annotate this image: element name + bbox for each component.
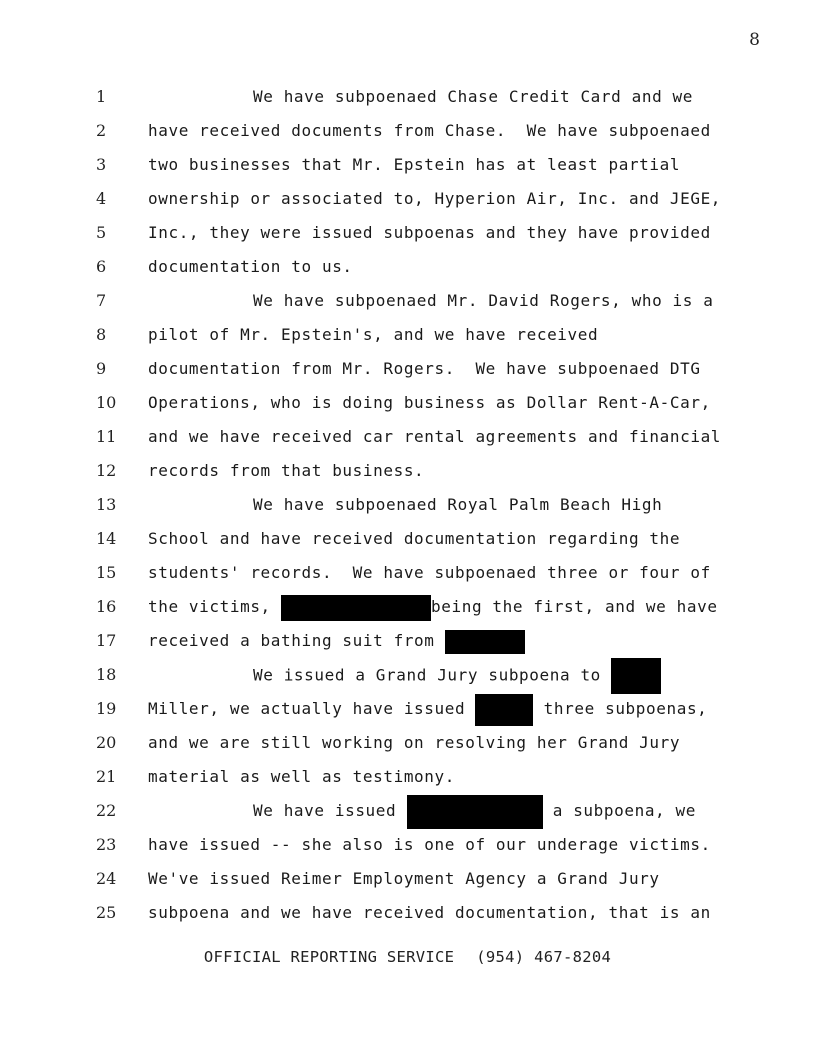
transcript-line bbox=[0, 590, 815, 624]
transcript-line bbox=[0, 250, 815, 284]
line-number: 20 bbox=[96, 733, 117, 752]
transcript-line bbox=[0, 522, 815, 556]
redaction-box bbox=[611, 658, 661, 694]
redaction-box bbox=[445, 630, 525, 654]
line-number: 7 bbox=[96, 291, 107, 310]
line-text bbox=[148, 692, 707, 726]
transcript-line bbox=[0, 352, 815, 386]
line-number: 6 bbox=[96, 257, 107, 276]
line-number: 13 bbox=[96, 495, 117, 514]
line-text: two businesses that Mr. Epstein has at least partial bbox=[148, 155, 681, 174]
line-number: 11 bbox=[96, 427, 117, 446]
line-number: 19 bbox=[96, 699, 117, 718]
transcript-line bbox=[0, 624, 815, 658]
redaction-box bbox=[475, 694, 533, 726]
transcript-line bbox=[0, 284, 815, 318]
line-text: subpoena and we have received documentation, that is an bbox=[148, 903, 711, 922]
line-text: documentation from Mr. Rogers. We have subpoenaed DTG bbox=[148, 359, 701, 378]
transcript-line bbox=[0, 692, 815, 726]
transcript-line bbox=[0, 386, 815, 420]
footer-phone: (954) 467-8204 bbox=[476, 948, 612, 966]
transcript-line bbox=[0, 760, 815, 794]
line-number: 17 bbox=[96, 631, 117, 650]
line-number: 16 bbox=[96, 597, 117, 616]
line-number: 1 bbox=[96, 87, 107, 106]
transcript-line bbox=[0, 318, 815, 352]
line-text-before-redaction: the victims, bbox=[148, 597, 282, 616]
line-text-after-redaction: a subpoena, we bbox=[542, 801, 696, 820]
redaction-box bbox=[281, 595, 431, 621]
line-text: School and have received documentation regarding the bbox=[148, 529, 681, 548]
line-number: 15 bbox=[96, 563, 117, 582]
transcript-line bbox=[0, 114, 815, 148]
line-text: and we are still working on resolving her Grand Jury bbox=[148, 733, 681, 752]
line-number: 9 bbox=[96, 359, 107, 378]
line-text: and we have received car rental agreements and financial bbox=[148, 427, 722, 446]
transcript-line bbox=[0, 896, 815, 930]
transcript-line bbox=[0, 80, 815, 114]
transcript-line bbox=[0, 794, 815, 828]
line-number: 4 bbox=[96, 189, 107, 208]
line-text: documentation to us. bbox=[148, 257, 353, 276]
line-text bbox=[253, 658, 661, 694]
transcript-line bbox=[0, 216, 815, 250]
line-number: 5 bbox=[96, 223, 107, 242]
line-text bbox=[148, 590, 718, 624]
line-number: 24 bbox=[96, 869, 117, 888]
line-text bbox=[148, 624, 525, 658]
line-text-before-redaction: Miller, we actually have issued bbox=[148, 699, 476, 718]
line-text: students' records. We have subpoenaed three or four of bbox=[148, 563, 711, 582]
line-number: 23 bbox=[96, 835, 117, 854]
line-text-after-redaction: being the first, and we have bbox=[431, 597, 718, 616]
line-text: We've issued Reimer Employment Agency a Grand Jury bbox=[148, 869, 660, 888]
line-text: pilot of Mr. Epstein's, and we have received bbox=[148, 325, 599, 344]
line-number: 3 bbox=[96, 155, 107, 174]
line-number: 2 bbox=[96, 121, 107, 140]
line-text bbox=[253, 794, 696, 829]
line-number: 25 bbox=[96, 903, 117, 922]
line-number: 12 bbox=[96, 461, 117, 480]
transcript-line bbox=[0, 488, 815, 522]
line-text: material as well as testimony. bbox=[148, 767, 455, 786]
line-text-before-redaction: We issued a Grand Jury subpoena to bbox=[253, 665, 612, 685]
line-text: We have subpoenaed Chase Credit Card and we bbox=[253, 87, 694, 106]
footer bbox=[0, 948, 815, 966]
line-text: Inc., they were issued subpoenas and they have provided bbox=[148, 223, 711, 242]
transcript-line bbox=[0, 828, 815, 862]
line-text: have issued -- she also is one of our underage victims. bbox=[148, 835, 711, 854]
line-number: 18 bbox=[96, 665, 117, 684]
line-number: 10 bbox=[96, 393, 117, 412]
line-text: records from that business. bbox=[148, 461, 425, 480]
page-number: 8 bbox=[749, 30, 760, 50]
transcript-line bbox=[0, 862, 815, 896]
transcript-line bbox=[0, 420, 815, 454]
transcript-line bbox=[0, 182, 815, 216]
transcript-line bbox=[0, 556, 815, 590]
line-number: 8 bbox=[96, 325, 107, 344]
line-number: 14 bbox=[96, 529, 117, 548]
transcript-line bbox=[0, 454, 815, 488]
transcript-line bbox=[0, 726, 815, 760]
line-text-after-redaction: three subpoenas, bbox=[533, 699, 708, 718]
line-text: Operations, who is doing business as Dollar Rent-A-Car, bbox=[148, 393, 711, 412]
line-text-before-redaction: received a bathing suit from bbox=[148, 631, 445, 650]
line-text: have received documents from Chase. We have subpoenaed bbox=[148, 121, 711, 140]
line-number: 22 bbox=[96, 801, 117, 820]
line-text: We have subpoenaed Mr. David Rogers, who is a bbox=[253, 291, 714, 310]
transcript-line bbox=[0, 148, 815, 182]
line-number: 21 bbox=[96, 767, 117, 786]
line-text-before-redaction: We have issued bbox=[253, 801, 407, 820]
redaction-box bbox=[407, 795, 543, 829]
line-text: We have subpoenaed Royal Palm Beach High bbox=[253, 495, 663, 514]
line-text: ownership or associated to, Hyperion Air, Inc. and JEGE, bbox=[148, 189, 722, 208]
footer-service: OFFICIAL REPORTING SERVICE bbox=[203, 948, 455, 966]
transcript-line bbox=[0, 658, 815, 692]
